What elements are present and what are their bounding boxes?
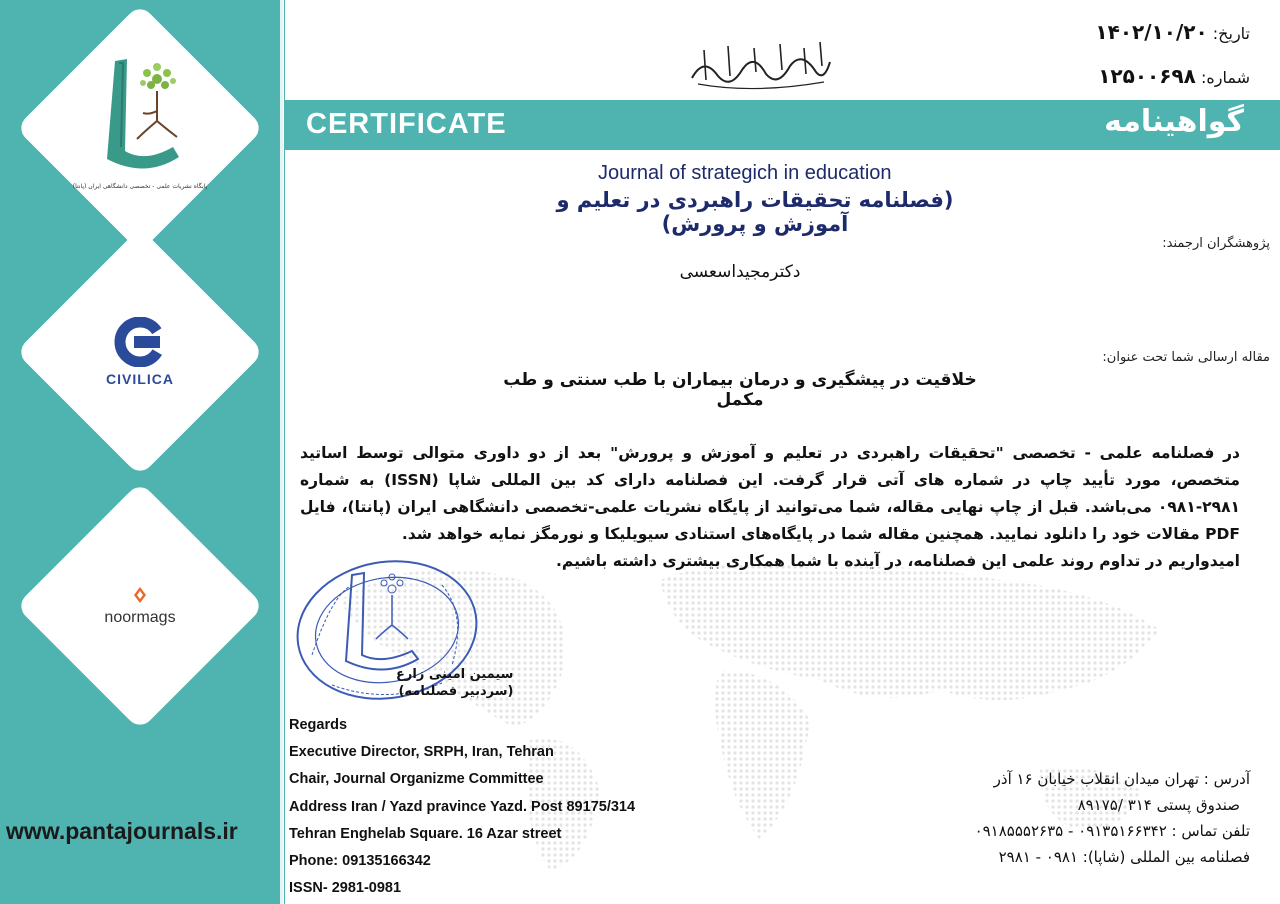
bismillah-calligraphy <box>684 36 834 96</box>
footer-english <box>289 712 635 902</box>
footer-en-line: Regards <box>289 717 348 733</box>
journal-name-en: Journal of strategich in education <box>598 162 892 184</box>
panta-caption: پایگاه نشریات علمی - تخصصی دانشگاهی ایران (پانتا) <box>72 182 208 190</box>
footer-en-line: Phone: 09135166342 <box>289 853 431 870</box>
footer-en-line: Address Iran / Yazd pravince Yazd. Post 89175/314 <box>289 798 636 815</box>
sidebar <box>0 0 280 904</box>
journal-name-fa: (فصلنامه تحقیقات راهبردی در تعلیم و آموزش و پرورش) <box>556 188 954 236</box>
recipient-label: پژوهشگران ارجمند: <box>1162 236 1270 251</box>
footer-en-line: Chair, Journal Organizme Committee <box>289 771 544 788</box>
website-url[interactable]: www.pantajournals.ir <box>6 818 238 844</box>
footer-fa-line: آدرس : تهران میدان انقلاب خیابان ۱۶ آذر <box>993 770 1250 788</box>
footer-fa-line: فصلنامه بین المللی (شاپا): ۰۹۸۱ - ۲۹۸۱ <box>998 848 1250 866</box>
civilica-logo <box>60 272 220 432</box>
certificate-title-fa: گواهینامه <box>1104 104 1244 139</box>
number-label: شماره: <box>1200 68 1250 87</box>
noormags-logo <box>60 526 220 686</box>
editor-signature <box>396 666 513 700</box>
article-label: مقاله ارسالی شما تحت عنوان: <box>1102 350 1270 365</box>
date-line <box>1095 20 1250 44</box>
panta-tree-icon <box>85 51 195 181</box>
footer-en-line: ISSN- 2981-0981 <box>289 880 402 897</box>
civilica-caption: CIVILICA <box>106 371 174 387</box>
noormags-caption: noormags <box>104 609 176 626</box>
body-paragraph: در فصلنامه علمی - تخصصی "تحقیقات راهبردی در تعلیم و آموزش و پرورش" بعد از دو داوری متوالی توسط اساتید متخصص، مورد تأیید چاپ در شماره های آتی قرار گرفت. این فصلنامه دارای کد بین المللی شاپا (ISSN) به شماره ۲۹۸۱-۰۹۸۱ می‌باشد. قبل از چاپ نهایی مقاله، شما می‌توانید از پایگاه نشریات علمی-تخصصی دانشگاهی ایران (پانتا)، فایل PDF مقالات خود را دانلود نمایید. همچنین مقاله شما در پایگاه‌های استنادی سیویلیکا و نورمگز نمایه خواهد شد. <box>300 444 1241 543</box>
certificate-title-en: CERTIFICATE <box>306 108 507 140</box>
date-value: ۱۴۰۲/۱۰/۲۰ <box>1095 20 1208 44</box>
panta-logo <box>60 40 220 200</box>
footer-en-line: Tehran Enghelab Square. 16 Azar street <box>289 825 562 842</box>
editor-title: (سردبیر فصلنامه) <box>398 684 514 699</box>
footer-fa-line: تلفن تماس : ۰۹۱۳۵۱۶۶۳۴۲ - ۰۹۱۸۵۵۵۲۶۳۵ <box>974 822 1250 840</box>
editor-name: سیمین امینی زارع <box>396 667 514 682</box>
article-title: خلاقیت در پیشگیری و درمان بیماران با طب سنتی و طب مکمل <box>503 370 977 410</box>
footer-persian <box>975 766 1250 870</box>
number-line <box>1098 64 1250 88</box>
footer-en-line: Executive Director, SRPH, Iran, Tehran <box>289 744 554 761</box>
body-closing: امیدواریم در تداوم روند علمی این فصلنامه، در آینده با شما همکاری بیشتری داشته باشیم. <box>556 552 1240 570</box>
noormags-icon <box>128 585 152 605</box>
civilica-icon <box>100 317 180 367</box>
number-value: ۱۲۵۰۰۶۹۸ <box>1098 64 1196 88</box>
date-label: تاریخ: <box>1212 24 1250 43</box>
footer-fa-line: صندوق پستی ۳۱۴ /۸۹۱۷۵ <box>1077 796 1240 814</box>
recipient-name: دکترمجیداسعسی <box>679 262 801 282</box>
sidebar-divider <box>280 0 283 904</box>
